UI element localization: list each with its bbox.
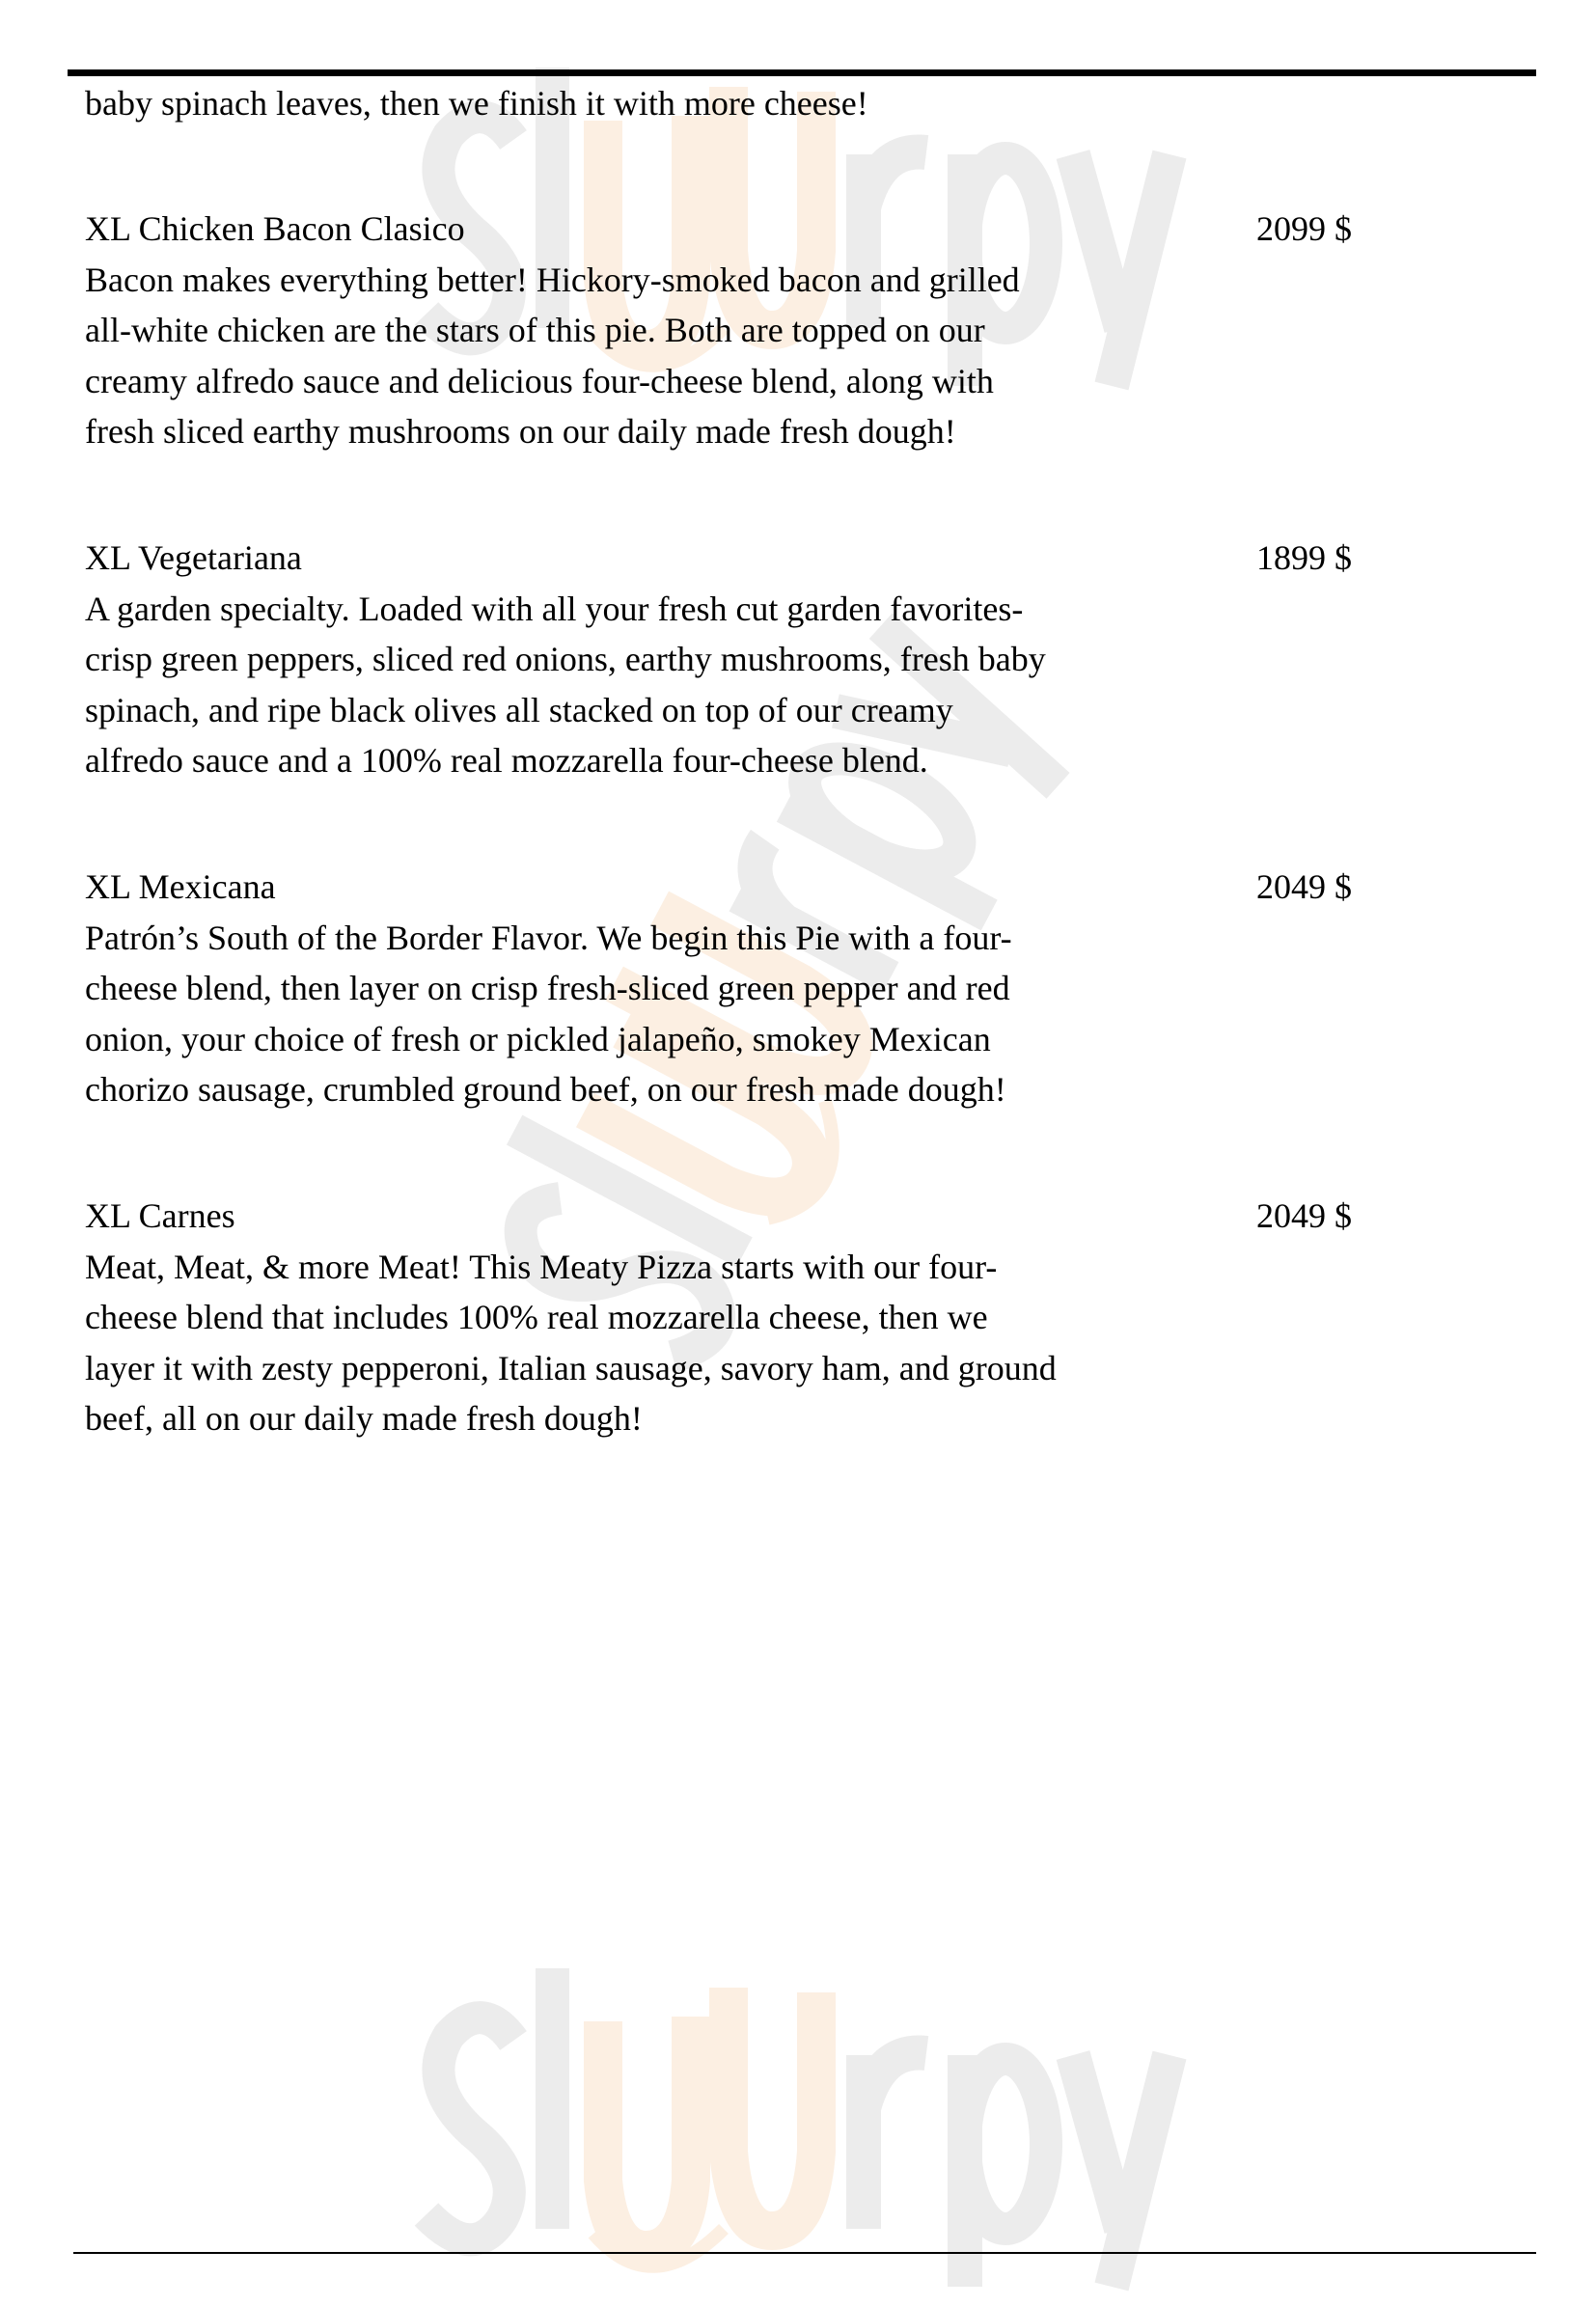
description-line: cheese blend, then layer on crisp fresh-sliced green pepper and red (85, 969, 1010, 1007)
description-line: layer it with zesty pepperoni, Italian sausage, savory ham, and ground (85, 1348, 1057, 1387)
menu-item (85, 204, 1552, 457)
item-price: 2049 $ (1256, 1196, 1352, 1235)
description-line: alfredo sauce and a 100% real mozzarella four-cheese blend. (85, 741, 928, 780)
description-line: Meat, Meat, & more Meat! This Meaty Pizza starts with our four- (85, 1247, 998, 1286)
item-name: XL Vegetariana (85, 538, 302, 577)
item-description (85, 255, 1552, 457)
description-line: all-white chicken are the stars of this pie. Both are topped on our (85, 311, 985, 349)
description-line: crisp green peppers, sliced red onions, earthy mushrooms, fresh baby (85, 640, 1046, 678)
watermark-logo-bottom (405, 1939, 1216, 2306)
description-line: Bacon makes everything better! Hickory-smoked bacon and grilled (85, 260, 1020, 299)
item-name: XL Chicken Bacon Clasico (85, 209, 465, 248)
description-line: beef, all on our daily made fresh dough! (85, 1399, 643, 1438)
top-divider (68, 69, 1536, 76)
description-line: A garden specialty. Loaded with all your fresh cut garden favorites- (85, 589, 1024, 628)
item-price: 2099 $ (1256, 209, 1352, 248)
description-line: chorizo sausage, crumbled ground beef, on our fresh made dough! (85, 1070, 1006, 1109)
description-line: cheese blend that includes 100% real mozzarella cheese, then we (85, 1298, 988, 1336)
description-line: onion, your choice of fresh or pickled jalapeño, smokey Mexican (85, 1019, 991, 1058)
description-line: fresh sliced earthy mushrooms on our daily made fresh dough! (85, 412, 956, 451)
description-line: creamy alfredo sauce and delicious four-cheese blend, along with (85, 361, 994, 400)
bottom-divider (73, 2252, 1536, 2254)
description-line: Patrón’s South of the Border Flavor. We begin this Pie with a four- (85, 918, 1012, 957)
menu-item (85, 1191, 1552, 1444)
item-price: 1899 $ (1256, 538, 1352, 577)
item-description (85, 1242, 1552, 1444)
menu-item (85, 533, 1552, 786)
description-line: spinach, and ripe black olives all stacked on top of our creamy (85, 690, 953, 729)
item-price: 2049 $ (1256, 867, 1352, 906)
menu-item (85, 862, 1552, 1115)
item-name: XL Carnes (85, 1196, 235, 1235)
item-description (85, 584, 1552, 786)
item-description (85, 913, 1552, 1115)
item-name: XL Mexicana (85, 867, 276, 906)
continued-description: baby spinach leaves, then we finish it with more cheese! (85, 84, 868, 123)
